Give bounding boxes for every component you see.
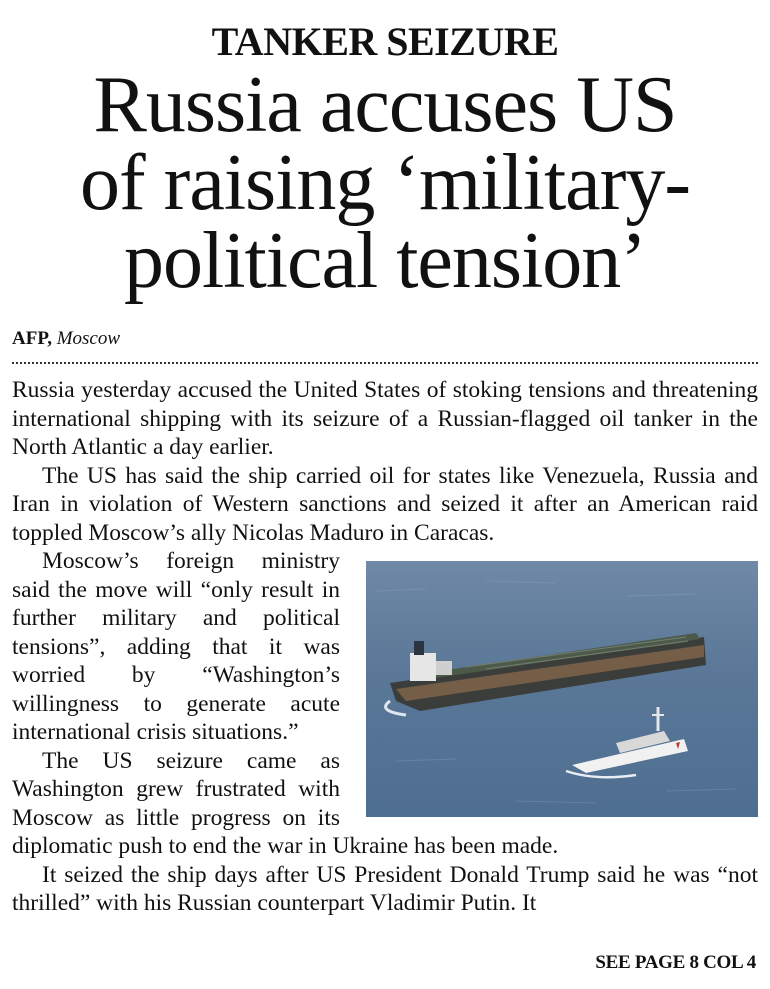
headline-line-2: of raising ‘military- [80,139,690,227]
tanker-bridge [410,653,436,681]
headline [20,61,750,305]
kicker: TANKER SEIZURE [211,19,559,64]
byline [12,327,120,351]
paragraph-5: It seized the ship days after US President Donald Trump said he was “not thrilled” with his Russian counterpart Vladimir Putin. It [12,861,758,916]
paragraph-2: The US has said the ship carried oil for states like Venezuela, Russia and Iran in violation of Western sanctions and seized it after an American raid toppled Moscow’s ally Nicolas Maduro in Caracas. [12,462,758,546]
paragraph-4: The US seizure came as Washington grew frustrated with Moscow as little progress on its diplomatic push to end the war in Ukraine has been made. [12,747,559,859]
byline-agency: AFP, [12,328,52,349]
continuation-jump: SEE PAGE 8 COL 4 [595,952,756,973]
dotted-divider [12,362,758,364]
headline-line-1: Russia accuses US [93,61,677,149]
tanker-photo [366,561,758,817]
headline-line-3: political tension’ [124,217,646,305]
byline-place: Moscow [56,328,121,349]
paragraph-1: Russia yesterday accused the United States of stoking tensions and threatening international shipping with its seizure of a Russian-flagged oil tanker in the North Atlantic a day earlier. [12,377,758,460]
paragraph-3: Moscow’s foreign ministry said the move will “only result in further military and political tensions”, adding that it was worried by “Washington’s willingness to generate acute international crisis situations.” [12,548,340,745]
ship-illustration [366,561,758,817]
article-body [12,376,758,918]
